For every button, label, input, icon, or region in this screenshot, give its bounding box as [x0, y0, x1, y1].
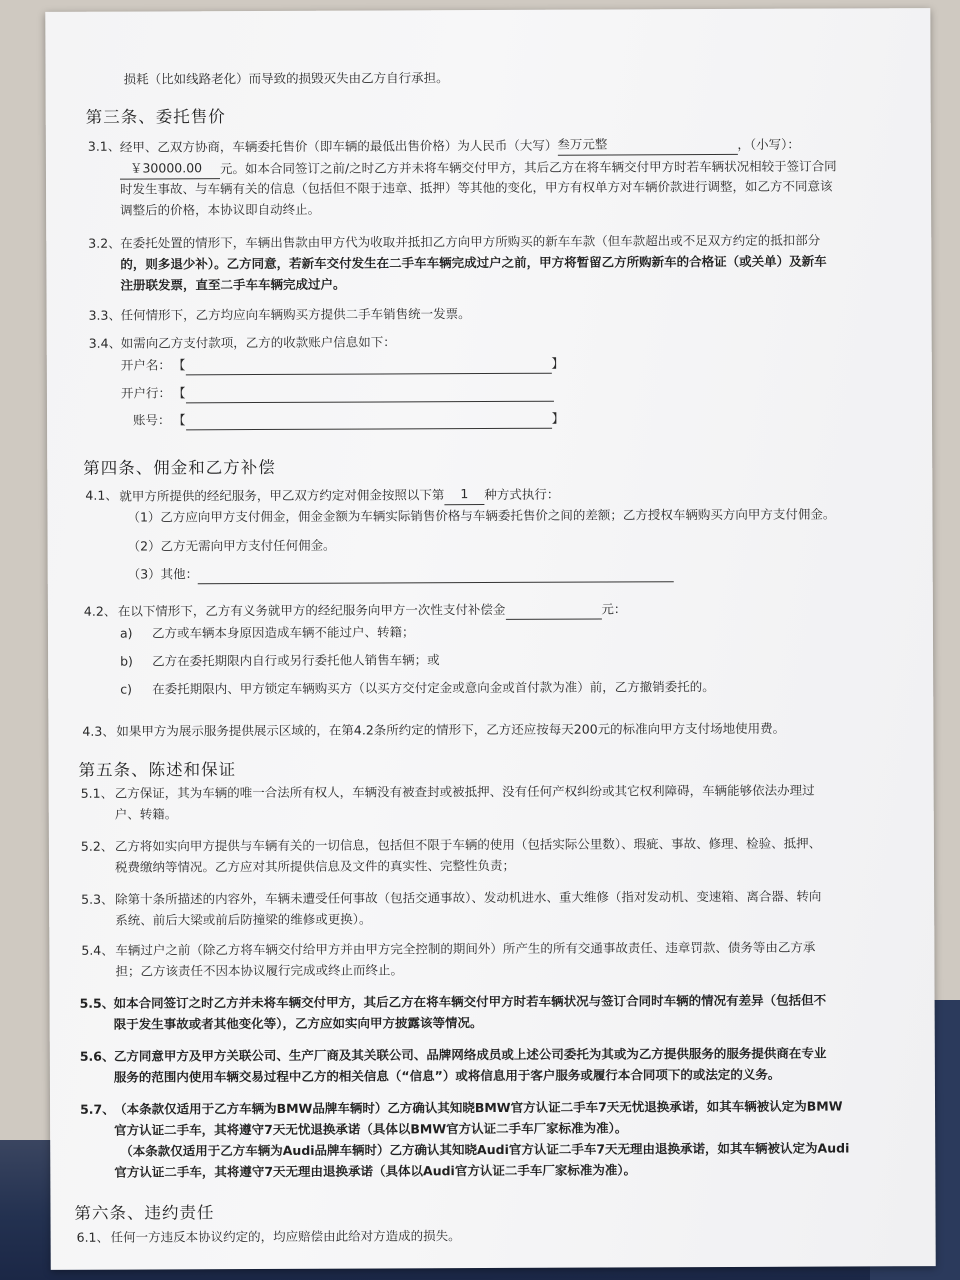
clause-5-3-number: 5.3、	[81, 891, 114, 907]
clause-4-1-line-1: 就甲方所提供的经纪服务，甲乙双方约定对佣金按照以下第 1 种方式执行：	[119, 484, 559, 507]
clause-5-7-line-2: 官方认证二手车，其将遵守7天无忧退换承诺（具体以BMW官方认证二手车厂家标准为准）。	[114, 1120, 628, 1138]
clause-4-2-line-1: 在以下情形下，乙方有义务就甲方的经纪服务向甲方一次性支付补偿金 元：	[117, 601, 627, 619]
clause-4-1-number: 4.1、	[85, 487, 118, 503]
section-5-heading: 第五条、陈述和保证	[78, 760, 237, 780]
document-page	[45, 8, 935, 1270]
clause-3-3-number: 3.3、	[88, 307, 122, 323]
clause-3-4-number: 3.4、	[88, 335, 122, 351]
clause-3-1-line-4: 调整后的价格，本协议即自动终止。	[120, 201, 321, 218]
clause-3-1-text-a: 经甲、乙双方协商，车辆委托售价（即车辆的最低出售价格）为人民币（大写）	[119, 137, 558, 155]
commission-option-3: （3）其他：	[128, 562, 675, 584]
clause-3-2-number: 3.2、	[88, 235, 121, 251]
clause-5-2-number: 5.2、	[80, 838, 114, 854]
clause-4-2-item-c: 在委托期限内、甲方锁定车辆购买方（以买方交付定金或意向金或首付款为准）前，乙方撤销委托的。	[152, 679, 715, 697]
clause-3-1-line-1	[120, 134, 800, 158]
clause-4-2-item-a: 乙方或车辆本身原因造成车辆不能过户、转籍；	[151, 624, 415, 641]
clause-4-2-number: 4.2、	[83, 603, 117, 619]
clause-5-1-number: 5.1、	[80, 785, 114, 801]
clause-3-1-small-label: ，（小写）：	[737, 136, 800, 152]
clause-4-2-item-b: 乙方在委托期限内自行或另行委托他人销售车辆；或	[152, 652, 440, 669]
clause-3-2-line-2: 的，则多退少补）。乙方同意，若新车交付发生在二手车车辆完成过户之前，甲方将暂留乙方所购新车的合格证（或关单）及新车	[120, 253, 827, 272]
account-name-label: 开户名：	[120, 357, 171, 373]
clause-5-7-line-4: 官方认证二手车，其将遵守7天无理由退换承诺（具体以Audi官方认证二手车厂家标准为准）。	[114, 1162, 637, 1180]
account-number-field: 【 】	[173, 409, 564, 431]
clause-4-2-item-c-marker: c)	[120, 681, 132, 697]
clause-5-5-line-2: 限于发生事故或者其他变化等），乙方应如实向甲方披露该等情况。	[113, 1015, 483, 1032]
commission-other-blank	[198, 566, 674, 584]
clause-3-1-text-b: 元。如本合同签订之前/之时乙方并未将车辆交付甲方，其后乙方在将车辆交付甲方时若车辆状况相较于签订合同	[219, 158, 837, 177]
clause-4-2-item-b-marker: b)	[120, 653, 133, 669]
clause-3-1-number: 3.1、	[87, 138, 121, 154]
bank-field: 【	[173, 382, 554, 404]
clause-5-6-line-1: 乙方同意甲方及甲方关联公司、生产厂商及其关联公司、品牌网络成员或上述公司委托为其或为乙方提供服务的服务提供商在专业	[113, 1045, 827, 1064]
account-number-blank	[186, 413, 552, 431]
clause-3-3-text: 任何情形下，乙方均应向车辆购买方提供二手车销售统一发票。	[120, 306, 471, 323]
commission-option-2: （2）乙方无需向甲方支付任何佣金。	[127, 537, 336, 554]
price-upper-value: 叁万元整	[557, 136, 608, 152]
clause-6-1-number: 6.1、	[76, 1229, 110, 1245]
section-3-heading: 第三条、委托售价	[85, 107, 226, 127]
clause-5-6-number: 5.6、	[79, 1048, 115, 1064]
clause-5-7-number: 5.7、	[80, 1101, 115, 1117]
clause-5-3-line-2: 系统、前后大梁或前后防撞梁的维修或更换）。	[115, 911, 372, 928]
clause-4-3-number: 4.3、	[82, 723, 115, 739]
clause-4-3-text: 如果甲方为展示服务提供展示区域的，在第4.2条所约定的情形下，乙方还应按每天200元的标准向甲方支付场地使用费。	[116, 720, 786, 739]
bank-blank	[185, 386, 553, 404]
clause-5-2-line-2: 税费缴纳等情况。乙方应对其所提供信息及文件的真实性、完整性负责；	[114, 857, 516, 875]
commission-option-1: （1）乙方应向甲方支付佣金，佣金金额为车辆实际销售价格与车辆委托售价之间的差额；乙方授权车辆购买方向甲方支付佣金。	[127, 506, 836, 525]
clause-5-4-line-1: 车辆过户之前（除乙方将车辆交付给甲方并由甲方完全控制的期间外）所产生的所有交通事故责任、违章罚款、债务等由乙方承	[115, 939, 816, 958]
clause-5-1-line-2: 户、转籍。	[114, 806, 178, 822]
clause-3-2-line-3: 注册联发票，直至二手车车辆完成过户。	[120, 276, 346, 293]
account-name-field: 【 】	[173, 354, 564, 376]
bank-label: 开户行：	[120, 385, 171, 401]
clause-3-1-line-3: 时发生事故、与车辆有关的信息（包括但不限于违章、抵押）等其他的变化，甲方有权单方对车辆价款进行调整，如乙方不同意该	[120, 178, 833, 197]
clause-4-2-item-a-marker: a)	[119, 625, 133, 641]
price-small-value: ￥30000.00	[129, 160, 203, 176]
section-6-heading: 第六条、违约责任	[74, 1203, 215, 1223]
section-4-heading: 第四条、佣金和乙方补偿	[83, 457, 276, 478]
compensation-amount-blank	[505, 604, 601, 620]
clause-5-1-line-1: 乙方保证，其为车辆的唯一合法所有权人，车辆没有被查封或被抵押、没有任何产权纠纷或其它权利障碍，车辆能够依法办理过	[114, 782, 815, 801]
clause-3-4-text: 如需向乙方支付款项，乙方的收款账户信息如下：	[120, 334, 396, 351]
clause-3-2-line-1: 在委托处置的情形下，车辆出售款由甲方代为收取并抵扣乙方向甲方所购买的新车车款（但车款超出或不足双方约定的抵扣部分	[120, 232, 821, 251]
top-continuation-line: 损耗（比如线路老化）而导致的损毁灭失由乙方自行承担。	[123, 70, 449, 87]
clause-5-7-line-1: （本条款仅适用于乙方车辆为BMW品牌车辆时）乙方确认其知晓BMW官方认证二手车7天无忧退换承诺，如其车辆被认定为BMW	[114, 1098, 843, 1117]
account-name-blank	[185, 358, 551, 376]
clause-5-6-line-2: 服务的范围内使用车辆交易过程中乙方的相关信息（“信息”）或将信息用于客户服务或履行本合同项下的或法定的义务。	[113, 1066, 781, 1085]
account-number-label: 账号：	[133, 412, 171, 428]
clause-5-7-line-3: （本条款仅适用于乙方车辆为Audi品牌车辆时）乙方确认其知晓Audi官方认证二手车7天无理由退换承诺，如其车辆被认定为Audi	[120, 1140, 850, 1159]
clause-5-5-line-1: 如本合同签订之时乙方并未将车辆交付甲方，其后乙方在将车辆交付甲方时若车辆状况与签订合同时车辆的情况有差异（包括但不	[113, 992, 827, 1011]
clause-5-5-number: 5.5、	[79, 995, 115, 1011]
clause-5-3-line-1: 除第十条所描述的内容外，车辆未遭受任何事故（包括交通事故）、发动机进水、重大维修（指对发动机、变速箱、离合器、转向	[115, 888, 822, 907]
clause-5-4-number: 5.4、	[81, 942, 114, 958]
clause-6-1-text: 任何一方违反本协议约定的，均应赔偿由此给对方造成的损失。	[110, 1228, 461, 1245]
commission-method-choice: 1	[460, 486, 469, 502]
clause-5-4-line-2: 担；乙方该责任不因本协议履行完成或终止而终止。	[115, 962, 403, 979]
clause-5-2-line-1: 乙方将如实向甲方提供与车辆有关的一切信息，包括但不限于车辆的使用（包括实际公里数）、瑕疵、事故、修理、检验、抵押、	[114, 835, 822, 854]
